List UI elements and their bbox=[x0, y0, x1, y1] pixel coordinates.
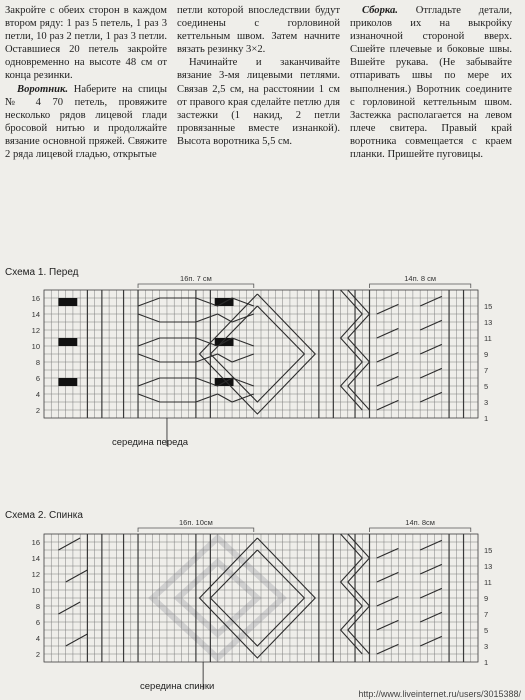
paragraph-collar-cont: петли которой впоследствии будут соединены с горловиной кеттельным швом. Затем начните вязать резинку 3×2. bbox=[177, 5, 340, 56]
text-column-1 bbox=[5, 4, 167, 161]
collar-heading: Воротник. bbox=[17, 83, 68, 95]
source-url: http://www.liveinternet.ru/users/3015388/ bbox=[358, 689, 521, 699]
row-tick-right: 1 bbox=[484, 414, 489, 423]
row-tick-left: 8 bbox=[35, 602, 40, 611]
row-tick-left: 14 bbox=[31, 554, 40, 563]
row-tick-right: 7 bbox=[484, 610, 489, 619]
scheme-1-caption: середина переда bbox=[112, 437, 189, 448]
assembly-text: Отгладьте детали, приколов их на выкройку изнаночной стороной вверх. Сшейте плечевые и боковые швы. Вшейте рукава. (Не забывайте отпаривать швы по мере их выполнения.) Воротник соедините с горловиной кеттельным швом. Застежка располагается на левом плече свитера. Правый край воротника совмещается с краем планки. Пришейте пуговицы. bbox=[350, 5, 512, 161]
span-16-label: 16п. 7 см bbox=[180, 274, 212, 283]
span-14-bracket bbox=[370, 284, 471, 288]
row-tick-right: 3 bbox=[484, 642, 489, 651]
row-tick-left: 12 bbox=[31, 326, 40, 335]
bobble-block bbox=[58, 378, 77, 386]
row-tick-left: 12 bbox=[31, 570, 40, 579]
row-tick-right: 5 bbox=[484, 626, 489, 635]
cable-stroke bbox=[58, 602, 80, 614]
scheme-2-title: Схема 2. Спинка bbox=[5, 510, 83, 521]
scheme-2-caption: середина спинки bbox=[140, 681, 215, 692]
span-16-bracket bbox=[138, 284, 254, 288]
row-tick-left: 8 bbox=[35, 358, 40, 367]
assembly-heading: Сборка. bbox=[362, 5, 398, 16]
span-14-label: 14п. 8 см bbox=[404, 274, 437, 283]
row-tick-left: 4 bbox=[35, 390, 40, 399]
paragraph-assembly bbox=[350, 4, 512, 161]
row-tick-right: 11 bbox=[484, 578, 492, 587]
cable-stroke bbox=[66, 634, 88, 646]
row-tick-left: 14 bbox=[31, 310, 40, 319]
collar-text: Наберите на спицы № 4 70 петель, провяжите несколько рядов лицевой глади бросовой нитью и продолжайте вязание основной пряжей. Свяжите 2 ряда лицевой гладью, открытые bbox=[5, 83, 167, 161]
row-tick-left: 4 bbox=[35, 634, 40, 643]
span-14-bracket bbox=[370, 528, 471, 532]
row-tick-right: 7 bbox=[484, 366, 489, 375]
row-tick-right: 15 bbox=[484, 302, 493, 311]
scheme-2-chart bbox=[0, 512, 525, 667]
row-tick-left: 6 bbox=[35, 374, 40, 383]
cable-stroke bbox=[58, 538, 80, 550]
row-tick-right: 3 bbox=[484, 398, 489, 407]
row-tick-left: 2 bbox=[35, 650, 40, 659]
bobble-block bbox=[58, 338, 77, 346]
row-tick-right: 15 bbox=[484, 546, 493, 555]
bobble-block bbox=[58, 298, 77, 306]
row-tick-left: 16 bbox=[31, 538, 40, 547]
row-tick-right: 13 bbox=[484, 562, 493, 571]
paragraph-decreases: Закройте с обеих сторон в каждом втором ряду: 1 раз 5 петель, 1 раз 3 петли, 10 раз 2 петли, 1 раз 3 петли. Оставшиеся 20 петель закройте одновременно на высоте 48 см от конца резинки. bbox=[5, 5, 167, 82]
span-16-label: 16п. 10см bbox=[178, 518, 213, 527]
cable-stroke bbox=[66, 570, 88, 582]
row-tick-left: 10 bbox=[31, 586, 40, 595]
scheme-1-chart bbox=[0, 268, 525, 423]
row-tick-right: 5 bbox=[484, 382, 489, 391]
span-14-label: 14п. 8см bbox=[405, 518, 435, 527]
row-tick-right: 13 bbox=[484, 318, 493, 327]
paragraph-collar-rib: Начинайте и заканчивайте вязание 3-мя лицевыми петлями. Связав 2,5 см, на расстоянии 1 см от правого края сделайте петлю для застежки (1 накид, 2 петли провязанные вместе изнанкой). Высота воротника 5,5 см. bbox=[177, 57, 340, 147]
row-tick-right: 9 bbox=[484, 594, 489, 603]
row-tick-right: 9 bbox=[484, 350, 489, 359]
row-tick-left: 6 bbox=[35, 618, 40, 627]
row-tick-left: 2 bbox=[35, 406, 40, 415]
row-tick-right: 1 bbox=[484, 658, 489, 667]
scheme-1-title: Схема 1. Перед bbox=[5, 267, 79, 278]
paragraph-collar bbox=[5, 83, 167, 162]
span-16-bracket bbox=[138, 528, 254, 532]
text-column-3 bbox=[350, 4, 512, 161]
row-tick-left: 10 bbox=[31, 342, 40, 351]
row-tick-left: 16 bbox=[31, 294, 40, 303]
row-tick-right: 11 bbox=[484, 334, 492, 343]
text-column-2 bbox=[177, 4, 340, 148]
